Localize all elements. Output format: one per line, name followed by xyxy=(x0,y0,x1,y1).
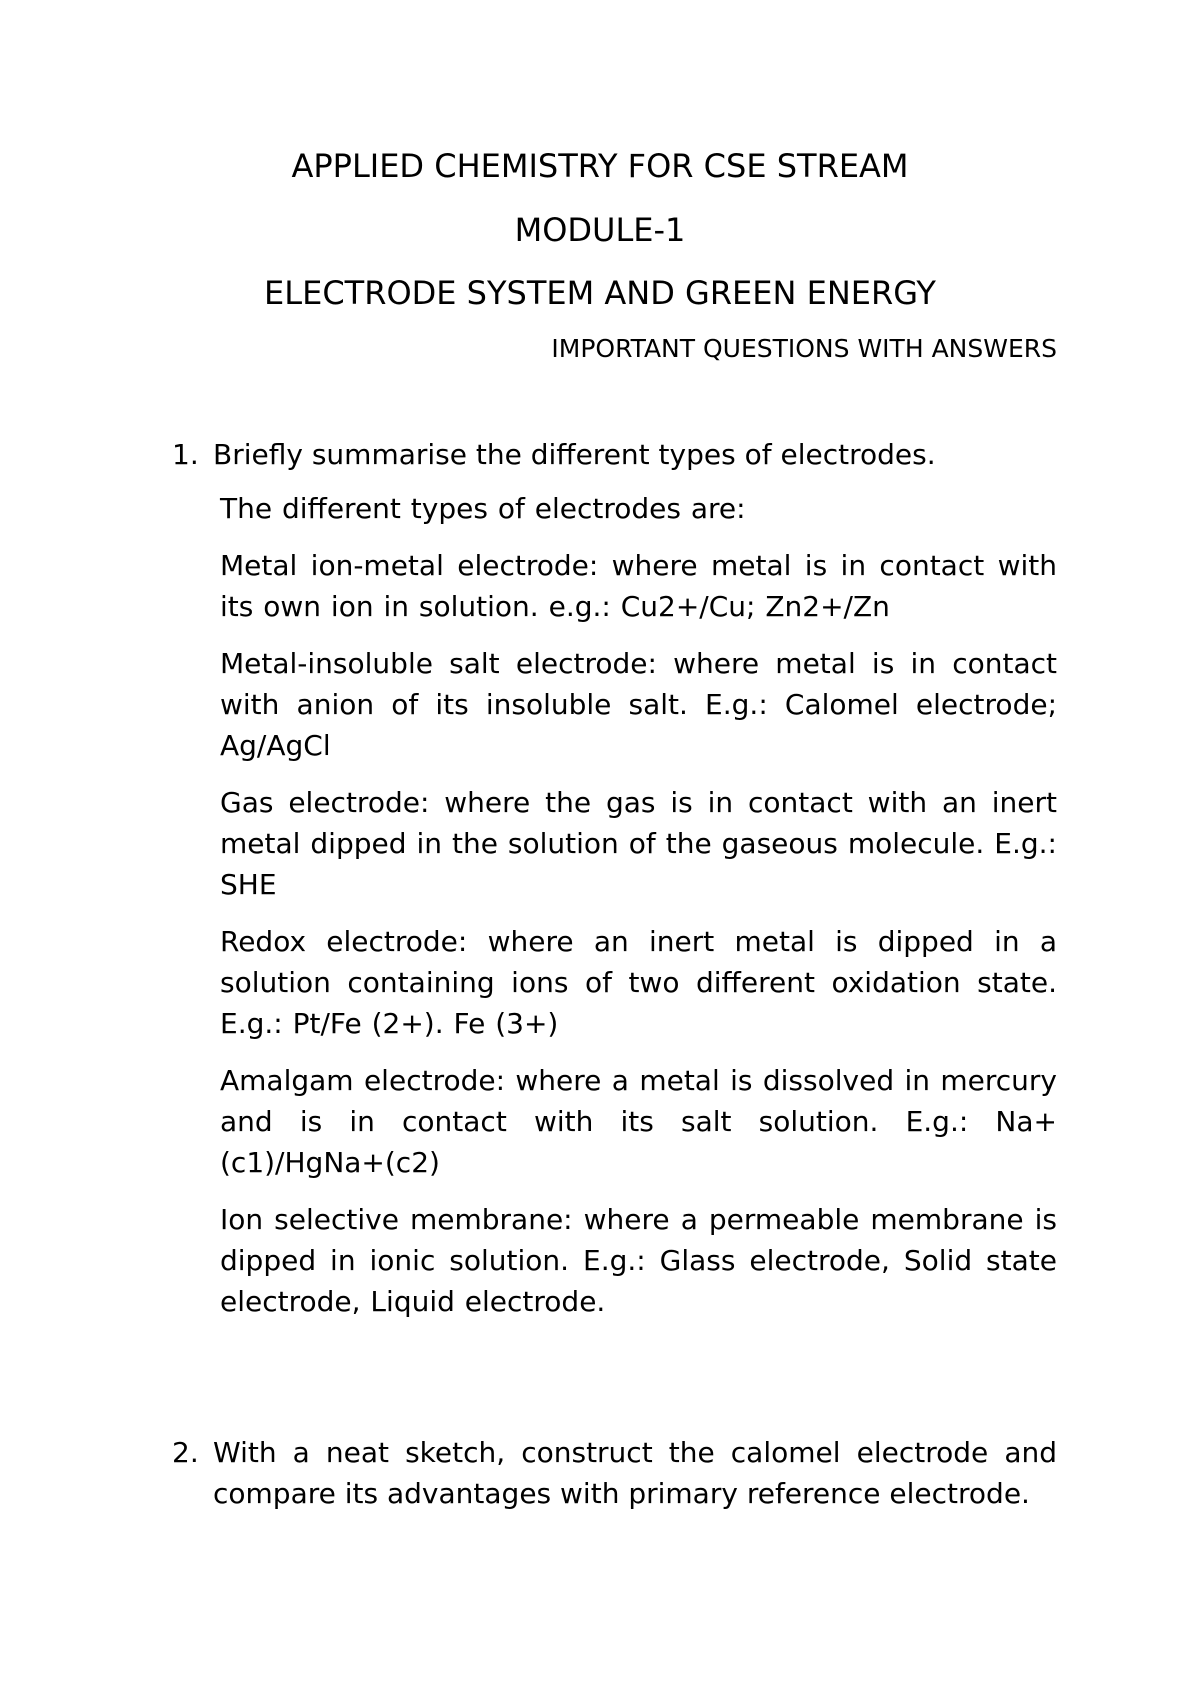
answer-item-redox-electrode: Redox electrode: where an inert metal is dipped in a solution containing ions of two different oxidation state. E.g.: Pt/Fe (2+). Fe (3+) xyxy=(220,925,1057,1040)
answer-intro: The different types of electrodes are: xyxy=(220,492,746,525)
question-1-number: 1. xyxy=(172,438,199,471)
answer-item-gas-electrode: Gas electrode: where the gas is in contact with an inert metal dipped in the solution of the gaseous molecule. E.g.: SHE xyxy=(220,786,1057,901)
answer-item-amalgam-electrode: Amalgam electrode: where a metal is dissolved in mercury and is in contact with its salt solution. E.g.: Na+(c1)/HgNa+(c2) xyxy=(220,1064,1057,1179)
question-2-text: With a neat sketch, construct the calomel electrode and compare its advantages with primary reference electrode. xyxy=(213,1436,1057,1510)
module-title: ELECTRODE SYSTEM AND GREEN ENERGY xyxy=(264,274,936,312)
course-title: APPLIED CHEMISTRY FOR CSE STREAM xyxy=(291,147,909,185)
question-2-number: 2. xyxy=(172,1436,199,1469)
section-subtitle: IMPORTANT QUESTIONS WITH ANSWERS xyxy=(551,334,1057,363)
answer-item-insoluble-salt-electrode: Metal-insoluble salt electrode: where metal is in contact with anion of its insoluble salt. E.g.: Calomel electrode; Ag/AgCl xyxy=(220,647,1057,762)
module-number: MODULE-1 xyxy=(514,211,686,249)
answer-item-ion-selective-membrane: Ion selective membrane: where a permeable membrane is dipped in ionic solution. E.g.: Glass electrode, Solid state electrode, Liquid electrode. xyxy=(220,1203,1057,1318)
answer-item-metal-ion-electrode: Metal ion-metal electrode: where metal is in contact with its own ion in solution. e.g.: Cu2+/Cu; Zn2+/Zn xyxy=(220,549,1057,623)
question-1-text: Briefly summarise the different types of electrodes. xyxy=(213,438,936,471)
question-1-answer xyxy=(220,488,1057,1338)
